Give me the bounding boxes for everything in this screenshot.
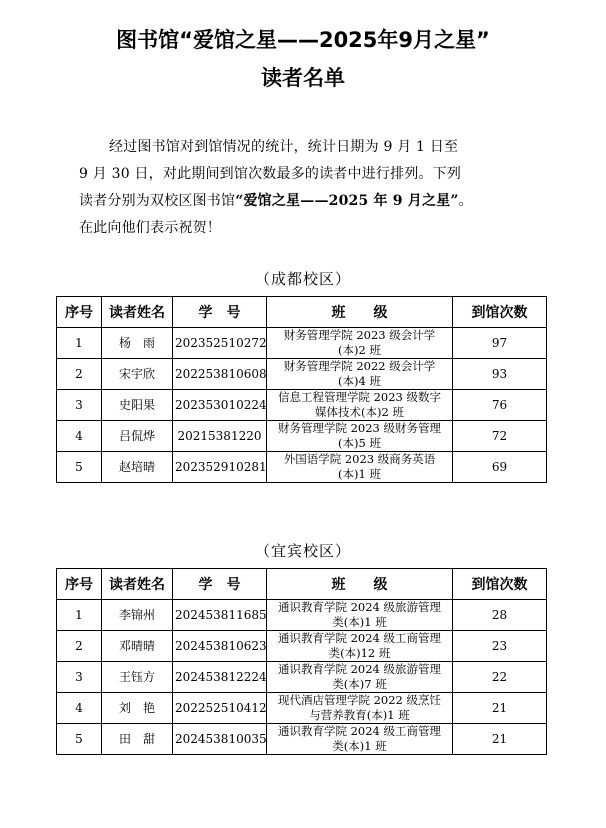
yibin-table (56, 568, 547, 755)
cell-id: 202352510272 (173, 328, 267, 359)
cell-no: 4 (57, 421, 102, 452)
cell-no: 1 (57, 600, 102, 631)
cell-no: 2 (57, 359, 102, 390)
cell-name: 田 甜 (102, 724, 173, 755)
cell-no: 3 (57, 390, 102, 421)
class-line: 财务管理学院 2023 级会计学 (283, 328, 436, 342)
table-row (57, 359, 547, 390)
intro-line: 经过图书馆对到馆情况的统计，统计日期为 9 月 1 日至 (109, 139, 459, 155)
cell-class (267, 662, 453, 693)
cell-id: 202453811685 (173, 600, 267, 631)
table-row (57, 631, 547, 662)
cell-no: 1 (57, 328, 102, 359)
class-line: 外国语学院 2023 级商务英语 (283, 452, 436, 466)
table-row (57, 600, 547, 631)
class-line: 财务管理学院 2023 级财务管理 (277, 421, 442, 435)
table-row (57, 452, 547, 483)
class-line: 类(本)7 班 (332, 677, 387, 691)
class-line: 通识教育学院 2024 级旅游管理 (277, 662, 442, 676)
cell-class (267, 421, 453, 452)
table-row (57, 693, 547, 724)
col-header-class: 班 级 (267, 297, 453, 328)
campus-label-chengdu: （成都校区） (254, 270, 351, 288)
table-row (57, 421, 547, 452)
cell-id: 202352910281 (173, 452, 267, 483)
cell-visits: 93 (453, 359, 547, 390)
col-header-no: 序号 (57, 569, 102, 600)
table-row (57, 328, 547, 359)
cell-id: 202253810608 (173, 359, 267, 390)
intro-line (79, 188, 525, 215)
cell-name: 王钰方 (102, 662, 173, 693)
cell-class (267, 600, 453, 631)
award-name: “爱馆之星——2025 年 9 月之星” (235, 193, 459, 209)
col-header-name: 读者姓名 (102, 297, 173, 328)
page-subtitle: 读者名单 (261, 66, 345, 90)
intro-text: 读者分别为双校区图书馆 (79, 193, 236, 209)
col-header-visits: 到馆次数 (453, 297, 547, 328)
class-line: 通识教育学院 2024 级工商管理 (277, 631, 442, 645)
table-row (57, 662, 547, 693)
cell-visits: 28 (453, 600, 547, 631)
class-line: 类(本)12 班 (328, 646, 391, 660)
col-header-visits: 到馆次数 (453, 569, 547, 600)
cell-class (267, 693, 453, 724)
table-row (57, 724, 547, 755)
class-line: 类(本)1 班 (332, 615, 387, 629)
cell-no: 5 (57, 452, 102, 483)
page-title: 图书馆“爱馆之星——2025年9月之星” (116, 28, 490, 52)
cell-class (267, 631, 453, 662)
class-line: (本)4 班 (338, 374, 381, 388)
cell-class (267, 328, 453, 359)
cell-visits: 21 (453, 724, 547, 755)
cell-visits: 97 (453, 328, 547, 359)
cell-no: 3 (57, 662, 102, 693)
cell-class (267, 359, 453, 390)
class-line: 通识教育学院 2024 级工商管理 (277, 724, 442, 738)
class-line: 与营养教育(本)1 班 (309, 708, 410, 722)
class-line: 通识教育学院 2024 级旅游管理 (277, 600, 442, 614)
col-header-name: 读者姓名 (102, 569, 173, 600)
class-line: 财务管理学院 2022 级会计学 (283, 359, 436, 373)
class-line: (本)5 班 (338, 436, 381, 450)
table-row (57, 390, 547, 421)
cell-name: 宋宇欣 (102, 359, 173, 390)
cell-visits: 21 (453, 693, 547, 724)
table-header-row (57, 569, 547, 600)
cell-no: 2 (57, 631, 102, 662)
cell-class (267, 390, 453, 421)
class-line: 媒体技术(本)2 班 (315, 405, 404, 419)
table-header-row (57, 297, 547, 328)
cell-id: 202453810623 (173, 631, 267, 662)
col-header-no: 序号 (57, 297, 102, 328)
cell-class (267, 724, 453, 755)
col-header-class: 班 级 (267, 569, 453, 600)
cell-name: 李锦州 (102, 600, 173, 631)
chengdu-table (56, 296, 547, 483)
class-line: (本)2 班 (338, 343, 381, 357)
intro-line: 9 月 30 日，对此期间到馆次数最多的读者中进行排列。下列 (79, 166, 462, 182)
cell-id: 202252510412 (173, 693, 267, 724)
col-header-id: 学 号 (173, 297, 267, 328)
cell-visits: 76 (453, 390, 547, 421)
cell-name: 邓晴晴 (102, 631, 173, 662)
cell-id: 202353010224 (173, 390, 267, 421)
cell-id: 202453810035 (173, 724, 267, 755)
cell-name: 刘 艳 (102, 693, 173, 724)
cell-name: 吕侃烨 (102, 421, 173, 452)
cell-no: 5 (57, 724, 102, 755)
intro-paragraph (79, 134, 525, 242)
cell-class (267, 452, 453, 483)
col-header-id: 学 号 (173, 569, 267, 600)
cell-name: 史阳果 (102, 390, 173, 421)
campus-label-yibin: （宜宾校区） (254, 542, 351, 560)
cell-name: 杨 雨 (102, 328, 173, 359)
class-line: 现代酒店管理学院 2022 级烹饪 (277, 693, 442, 707)
cell-visits: 23 (453, 631, 547, 662)
cell-visits: 22 (453, 662, 547, 693)
intro-text: 。 (458, 193, 473, 209)
cell-visits: 69 (453, 452, 547, 483)
cell-name: 赵培晴 (102, 452, 173, 483)
cell-visits: 72 (453, 421, 547, 452)
cell-id: 20215381220 (173, 421, 267, 452)
cell-id: 202453812224 (173, 662, 267, 693)
cell-no: 4 (57, 693, 102, 724)
class-line: (本)1 班 (338, 467, 381, 481)
intro-line: 在此向他们表示祝贺！ (79, 220, 221, 236)
class-line: 类(本)1 班 (332, 739, 387, 753)
class-line: 信息工程管理学院 2023 级数字 (277, 390, 442, 404)
